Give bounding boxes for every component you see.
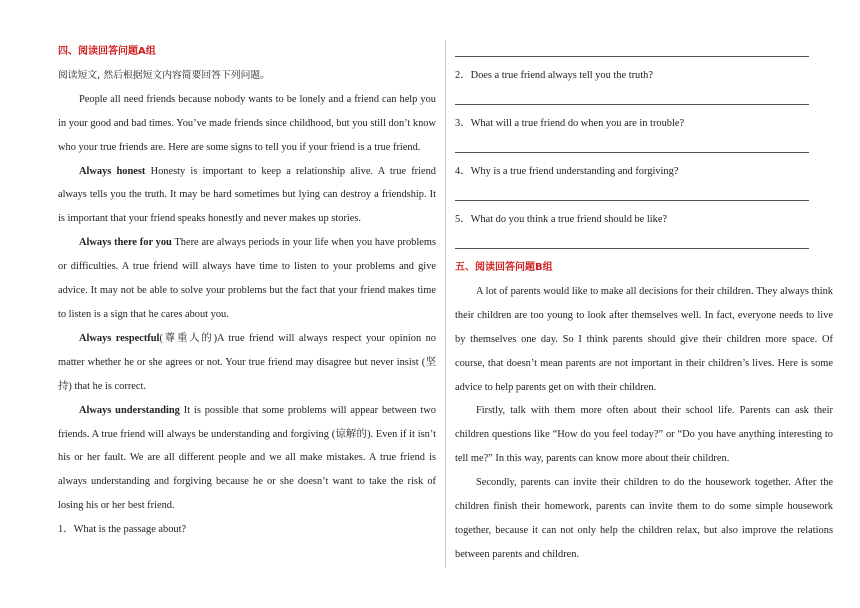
section-paragraph bbox=[58, 399, 436, 519]
question-5: 5．What do you think a true friend should be like? bbox=[455, 214, 668, 225]
question-2: 2．Does a true friend always tell you the truth? bbox=[455, 70, 653, 81]
section-text: It is possible that some problems will appear between two friends. A true friend will always be understanding and forgiving (谅解的). Even if it isn’t his or her fault. We are all different people and we all make mistakes. A true friend is always understanding and forgiving because he or she doesn’t want to take the risk of losing his or her best friend. bbox=[58, 404, 436, 512]
section-paragraph bbox=[58, 160, 436, 232]
section-text: There are always periods in your life when you have problems or difficulties. A true friend will always have time to listen to your problems and give advice. It may not be able to solve your problems but the fact that your friend makes time to listen is a sign that he cares about you. bbox=[58, 237, 436, 320]
column-divider bbox=[445, 40, 446, 568]
passage-paragraph: Firstly, talk with them more often about their school life. Parents can ask their children questions like “How do you feel today?” or “Do you have anything interesting to tell me?” In this way, parents can know more about their children. bbox=[455, 405, 833, 465]
section-title: Always honest bbox=[79, 165, 146, 177]
section-title: Always understanding bbox=[79, 404, 180, 416]
section-heading-b: 五、阅读回答问题B组 bbox=[455, 262, 553, 273]
answer-line[interactable] bbox=[455, 88, 833, 112]
answer-line[interactable] bbox=[455, 232, 833, 256]
right-column bbox=[455, 40, 833, 567]
section-heading-a: 四、阅读回答问题A组 bbox=[58, 46, 156, 57]
answer-line[interactable] bbox=[455, 184, 833, 208]
instruction-text: 阅读短文, 然后根据短文内容简要回答下列问题。 bbox=[58, 69, 270, 81]
passage-paragraph: A lot of parents would like to make all decisions for their children. They always think their children are too young to look after themselves well. In fact, everyone needs to live by themselves one day. So I think parents should give their children more space. Of course, that doesn’t mean parents are not important in their children’s lives. Here is some advice to help parents get on with their children. bbox=[455, 285, 833, 393]
answer-line[interactable] bbox=[455, 136, 833, 160]
section-paragraph bbox=[58, 327, 436, 399]
intro-paragraph: People all need friends because nobody wants to be lonely and a friend can help you in your good and bad times. You’ve made friends since childhood, but you still don’t know who your true friends are. Here are some signs to tell you if your friend is a true friend. bbox=[58, 93, 436, 153]
left-column bbox=[58, 40, 436, 542]
section-text: (尊重人的)A true friend will always respect your opinion no matter whether he or she agrees or not. Your true friend may disagree but never insist (坚持) that he is correct. bbox=[58, 332, 436, 392]
section-paragraph bbox=[58, 231, 436, 327]
section-title: Always there for you bbox=[79, 237, 172, 249]
section-title: Always respectful bbox=[79, 332, 160, 344]
question-1: 1．What is the passage about? bbox=[58, 524, 187, 536]
question-3: 3．What will a true friend do when you are in trouble? bbox=[455, 118, 685, 129]
question-4: 4．Why is a true friend understanding and forgiving? bbox=[455, 166, 679, 177]
section-text: Honesty is important to keep a relationship alive. A true friend always tells you the truth. It may be hard sometimes but lying can destroy a friendship. It is important that your friend speaks honestly and never makes up stories. bbox=[58, 165, 437, 225]
answer-line[interactable] bbox=[455, 40, 833, 64]
passage-paragraph: Secondly, parents can invite their children to do the housework together. After the children finish their homework, parents can invite them to do some simple housework together, because it can not only help the children relax, but also improve the relations between parents and children. bbox=[455, 477, 833, 560]
